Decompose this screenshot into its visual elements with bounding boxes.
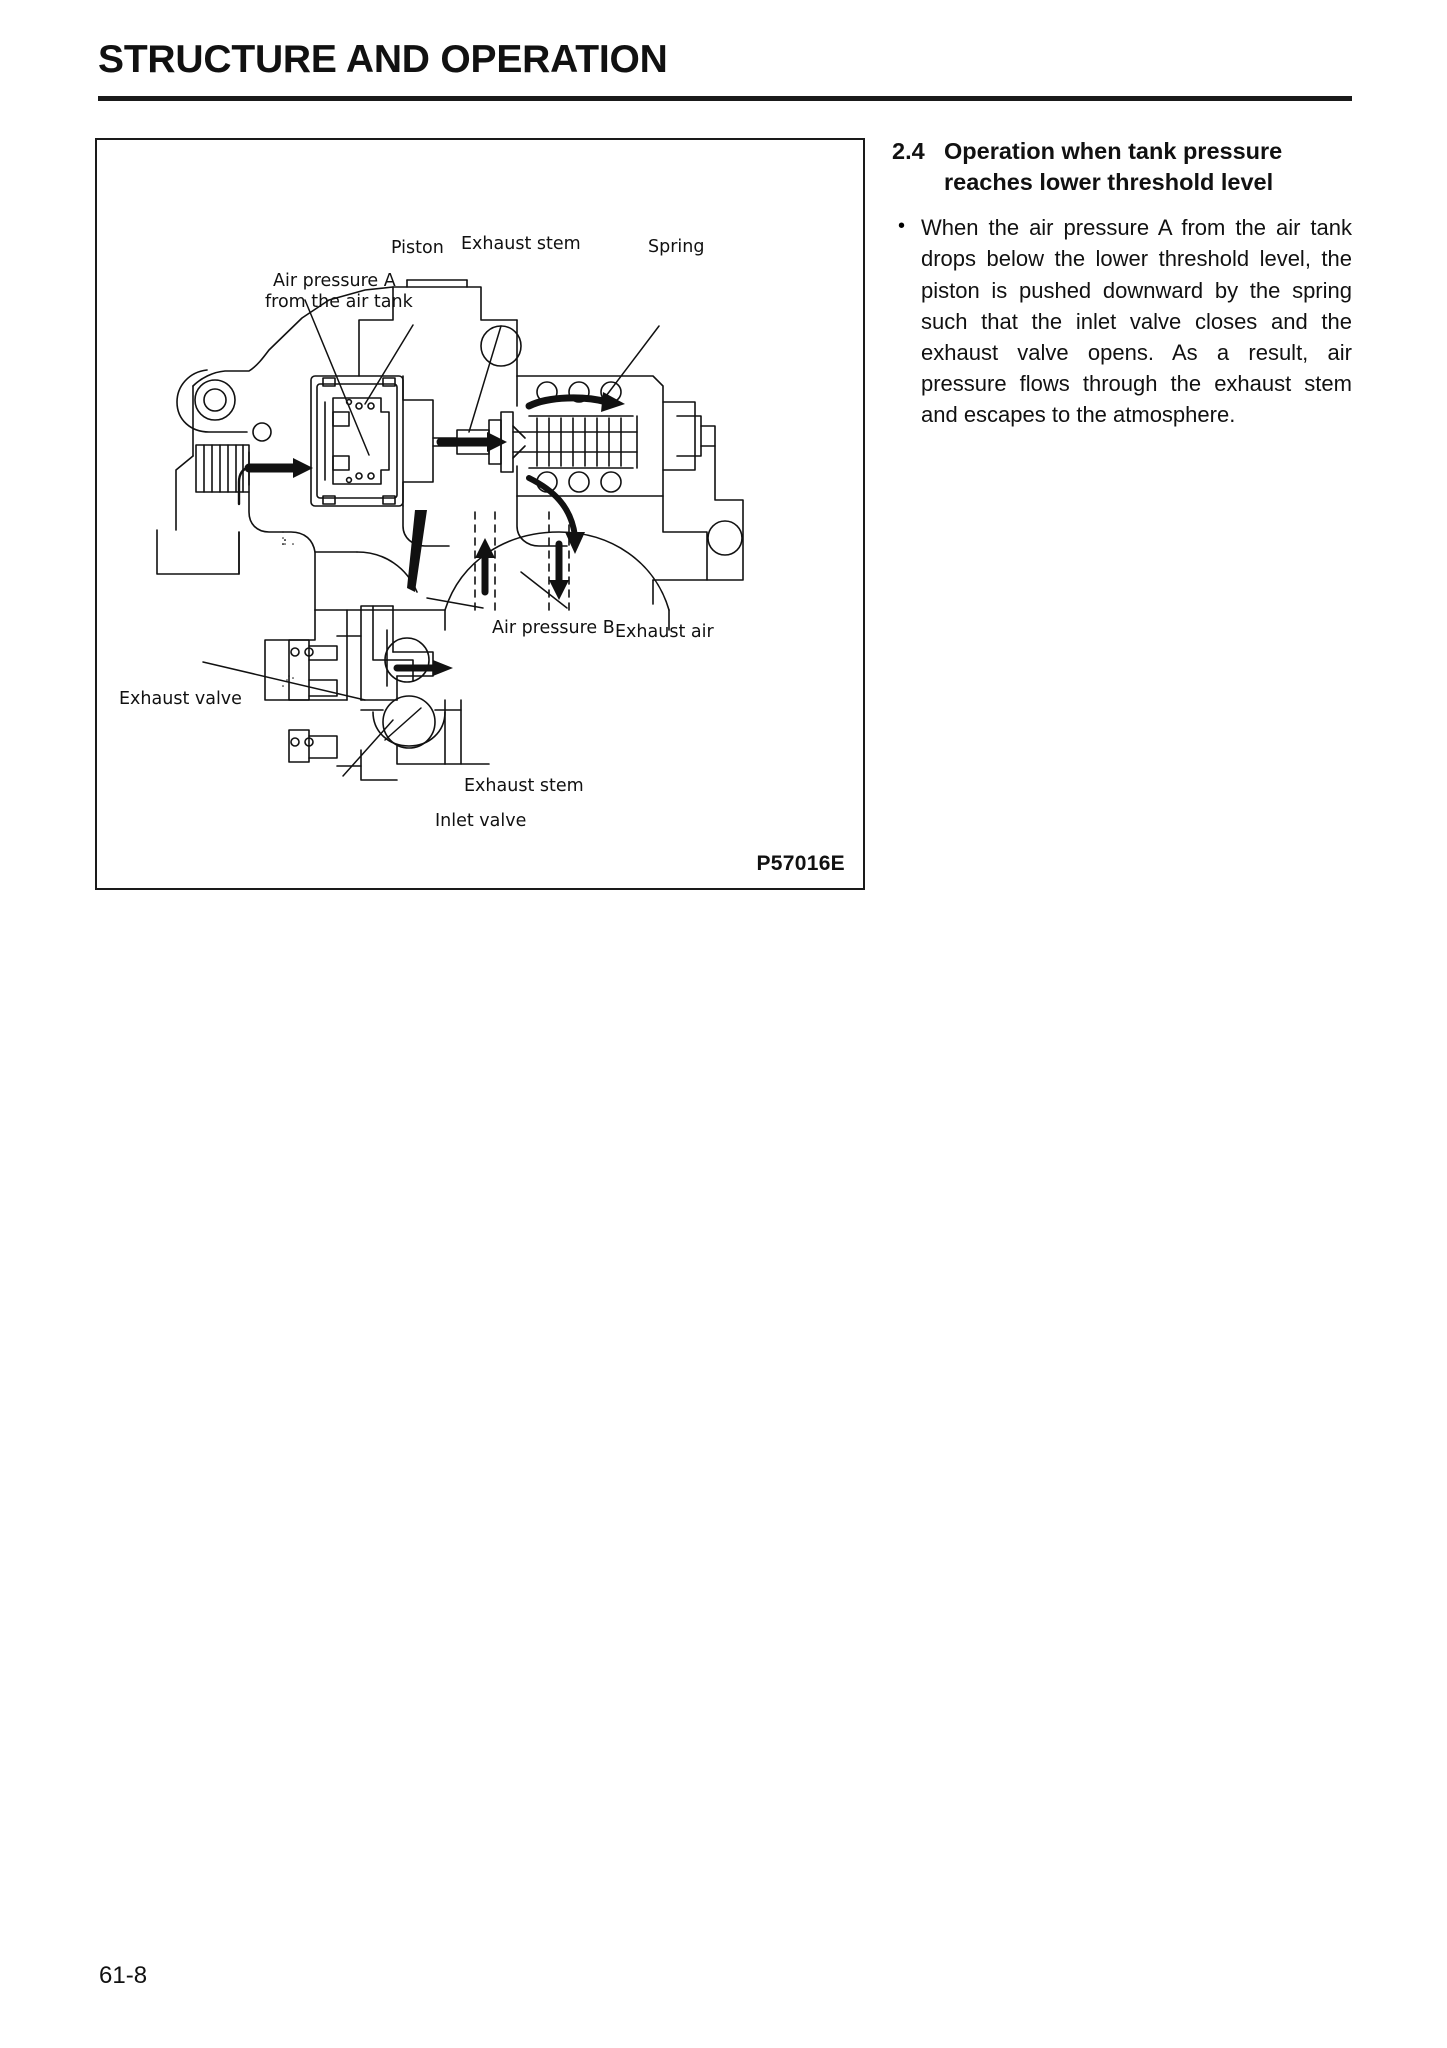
label-exhaust-air: Exhaust air [615, 622, 714, 642]
section-content [892, 136, 1352, 431]
label-exhaust-stem-top: Exhaust stem [461, 234, 581, 254]
label-spring: Spring [648, 237, 705, 257]
figure-container [95, 138, 865, 890]
section-number: 2.4 [892, 138, 925, 164]
page-header [98, 40, 1350, 81]
bullet-list-item [892, 212, 1352, 431]
label-exhaust-stem-bottom: Exhaust stem [464, 776, 584, 796]
page-number: 61-8 [99, 1962, 148, 1989]
page-title: STRUCTURE AND OPERATION [98, 38, 668, 81]
label-exhaust-valve: Exhaust valve [119, 689, 242, 709]
header-divider [98, 96, 1352, 101]
label-air-pressure-b: Air pressure B [492, 618, 615, 638]
label-air-pressure-a-line2: from the air tank [265, 292, 413, 312]
bullet-marker-icon: • [898, 215, 906, 238]
label-inlet-valve: Inlet valve [435, 811, 527, 831]
section-title: Operation when tank pressure reaches lower threshold level [944, 138, 1283, 196]
label-piston: Piston [391, 238, 444, 258]
section-heading [892, 136, 1352, 198]
label-air-pressure-a-line1: Air pressure A [273, 271, 396, 291]
bullet-body-text: When the air pressure A from the air tank drops below the lower threshold level, the piston is pushed downward by the spring such that the inlet valve closes and the exhaust valve opens. As a result, air pressure flows through the exhaust stem and escapes to the atmosphere. [921, 215, 1352, 428]
unloader-valve-cross-section-diagram [97, 140, 863, 888]
figure-code: P57016E [756, 852, 845, 875]
